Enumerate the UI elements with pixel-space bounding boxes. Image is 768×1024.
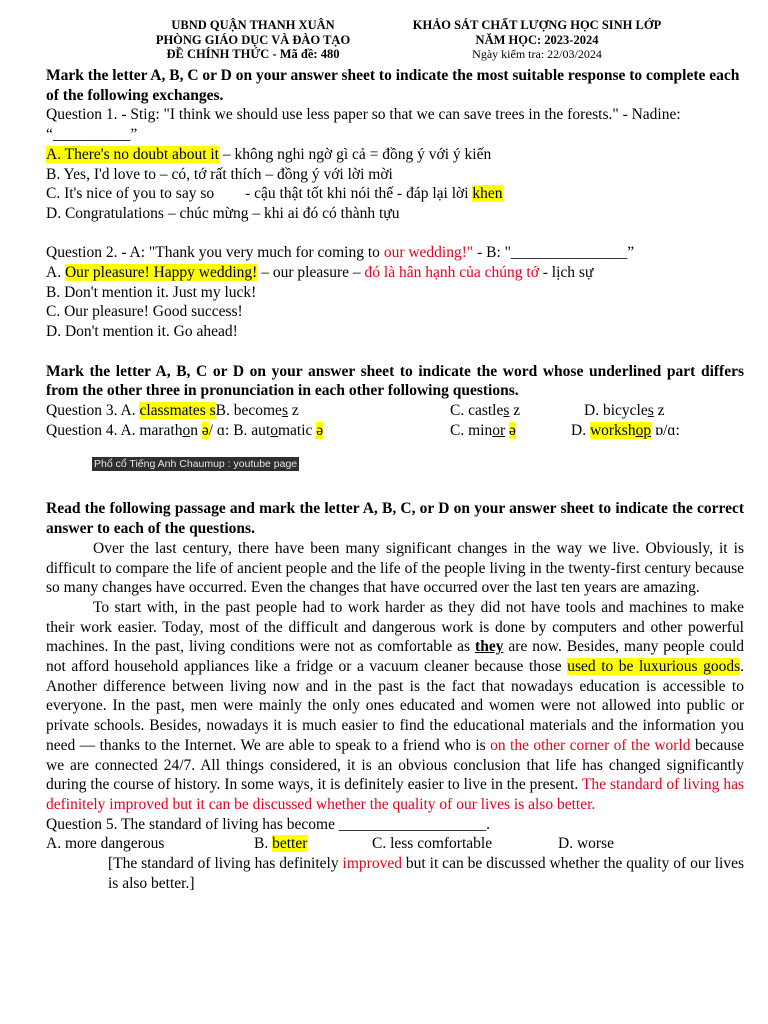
note-text: z [287,401,299,419]
question-1-stem: Question 1. - Stig: "I think we should use less paper so that we can save trees in the forests." - Nadine: “__________” [46,106,681,144]
option-d: D. [571,421,590,439]
option-text: n [190,421,202,439]
underlined-part: op [635,421,652,439]
highlight: ə [509,421,516,439]
question-3 [46,401,744,421]
question-4 [46,421,744,441]
header-left [128,18,378,62]
question-2-option-b: B. Don't mention it. Just my luck! [46,283,257,301]
passage-text: . Another difference between living now and in the past is the fact that nowadays education is accessible to everyone. In the past, men were mainly the only ones educated and women were not allowed into public or private schools. Besides, nowadays it is much easier to find the educational materials and the information you need — thanks to the Internet. We are able to speak to a friend who is [46,658,745,754]
underlined-part: o [182,421,191,439]
question-5-options [46,834,744,854]
question-4-ab [46,421,450,441]
question-5-option-b [254,834,372,854]
option-text: C. It's nice of you to say so - cậu thật tốt khi nói thế - đáp lại lời [46,185,473,203]
question-2-option-a [46,263,744,283]
passage-paragraph-2 [46,598,744,815]
district-name: UBND QUẬN THANH XUÂN [171,18,335,32]
underlined-part: s [647,401,654,419]
option-b: B. become [215,401,282,419]
note-text: ɒ/ɑ: [651,421,680,439]
question-4-option-d [571,421,731,441]
watermark-banner: Phổ cổ Tiếng Anh Chaumup : youtube page [94,458,298,470]
highlight: classmates s [139,401,216,419]
department-name: PHÒNG GIÁO DỤC VÀ ĐÀO TẠO [155,32,351,47]
stem-text: Question 2. - A: "Thank you very much for coming to [46,244,384,262]
question-1-option-d: D. Congratulations – chúc mừng – khi ai đó có thành tựu [46,204,400,222]
question-5-option-c: C. less comfortable [372,835,493,853]
question-5-stem: Question 5. The standard of living has become ___________________. [46,815,490,833]
underlined-part: o [270,421,278,439]
section2-instruction: Mark the letter A, B, C or D on your answer sheet to indicate the word whose underlined part differs from the other three in pronunciation in each other following questions. [46,362,744,400]
option-text: matic [277,421,317,439]
question-3-ab [46,401,450,421]
note-text: z [509,401,521,419]
question-1-option-a [46,145,744,165]
highlight-text: worksh [589,421,636,439]
highlight: khen [472,185,503,203]
red-text: đó là hân hạnh của chúng tớ [364,264,539,282]
highlight: A. There's no doubt about it [46,145,219,163]
question-2-stem [46,243,744,263]
question-label: Question 3. A. [46,401,140,419]
underlined-part: or [492,421,506,439]
option-text: / ɑ: B. aut [208,421,271,439]
option-d: D. bicycle [584,401,648,419]
note-text: [The standard of living has definitely [108,855,343,873]
highlight: ə [316,421,324,439]
question-1-option-b: B. Yes, I'd love to – có, tớ rất thích – đồng ý với lời mời [46,165,393,183]
question-label: Question 4. A. marath [46,421,183,439]
red-text: our wedding!" [383,244,474,262]
red-text: improved [342,855,402,873]
exam-code: ĐỀ CHÍNH THỨC - Mã đề: 480 [166,47,340,61]
highlight: Our pleasure! Happy wedding! [64,264,258,282]
underlined-word: they [475,638,504,656]
exam-content [46,66,744,893]
exam-title: KHẢO SÁT CHẤT LƯỢNG HỌC SINH LỚP [412,18,662,32]
question-2-option-c: C. Our pleasure! Good success! [46,303,243,321]
option-prefix: B. [254,835,273,853]
question-4-option-c [450,421,571,441]
passage-text: because we are connected 24/7. All things considered, it is an obvious conclusion that life has changed significantly during the course of history. In some ways, it is definitely easier to live in the present. [46,736,744,794]
highlight: better [272,835,308,853]
header-right [382,18,692,62]
passage-text: To start with, in the past people had to work harder as they did not have tools and machines to make their work easier. Today, most of the difficult and dangerous work is done by computers and other powerful machines. In the past, living conditions were not as comfortable as [46,598,744,656]
note-text: but it can be discussed whether the quality of our lives is also better.] [108,855,744,892]
passage-paragraph-1: Over the last century, there have been many significant changes in the way we live. Obviously, it is difficult to compare the life of ancient people and the life of the people living in the twenty-first century because so many changes have occurred. Even the changes that have occurred over the last ten years are amazing. [46,539,744,597]
section3-instruction: Read the following passage and mark the letter A, B, C, or D on your answer sheet to indicate the correct answer to each of the questions. [46,500,744,538]
question-5-option-d: D. worse [558,835,614,853]
red-text: The standard of living has definitely improved but it can be discussed whether the quality of our lives is also better. [46,776,744,813]
question-5-note [46,854,744,893]
section1-instruction: Mark the letter A, B, C or D on your answer sheet to indicate the most suitable response to complete each of the following exchanges. [46,67,740,104]
note-text: z [653,401,665,419]
red-text: on the other corner of the world [490,736,691,754]
highlight: used to be luxurious goods [567,658,741,676]
question-2-option-d: D. Don't mention it. Go ahead! [46,323,238,341]
note-text: - lịch sự [538,264,594,282]
school-year: NĂM HỌC: 2023-2024 [475,32,599,47]
note-text: – our pleasure – [257,264,365,282]
underlined-part: s [503,401,510,419]
question-5-option-a: A. more dangerous [46,835,165,853]
option-c: C. castle [450,401,504,419]
option-prefix: A. [46,264,65,282]
note-text: – không nghi ngờ gì cả = đồng ý với ý kiến [218,145,492,163]
exam-date: Ngày kiểm tra: 22/03/2024 [472,47,602,61]
passage-text: are now. Besides, many people could not afford household appliances like a fridge or a vacuum cleaner because those [46,638,744,676]
question-3-option-d [584,401,744,421]
question-3-option-c [450,401,584,421]
option-c: C. min [450,421,493,439]
highlight: ə [201,421,209,439]
question-1-option-c [46,184,744,204]
highlight [590,422,651,439]
stem-text: - B: "_______________” [473,244,635,262]
underlined-part: s [281,401,288,419]
